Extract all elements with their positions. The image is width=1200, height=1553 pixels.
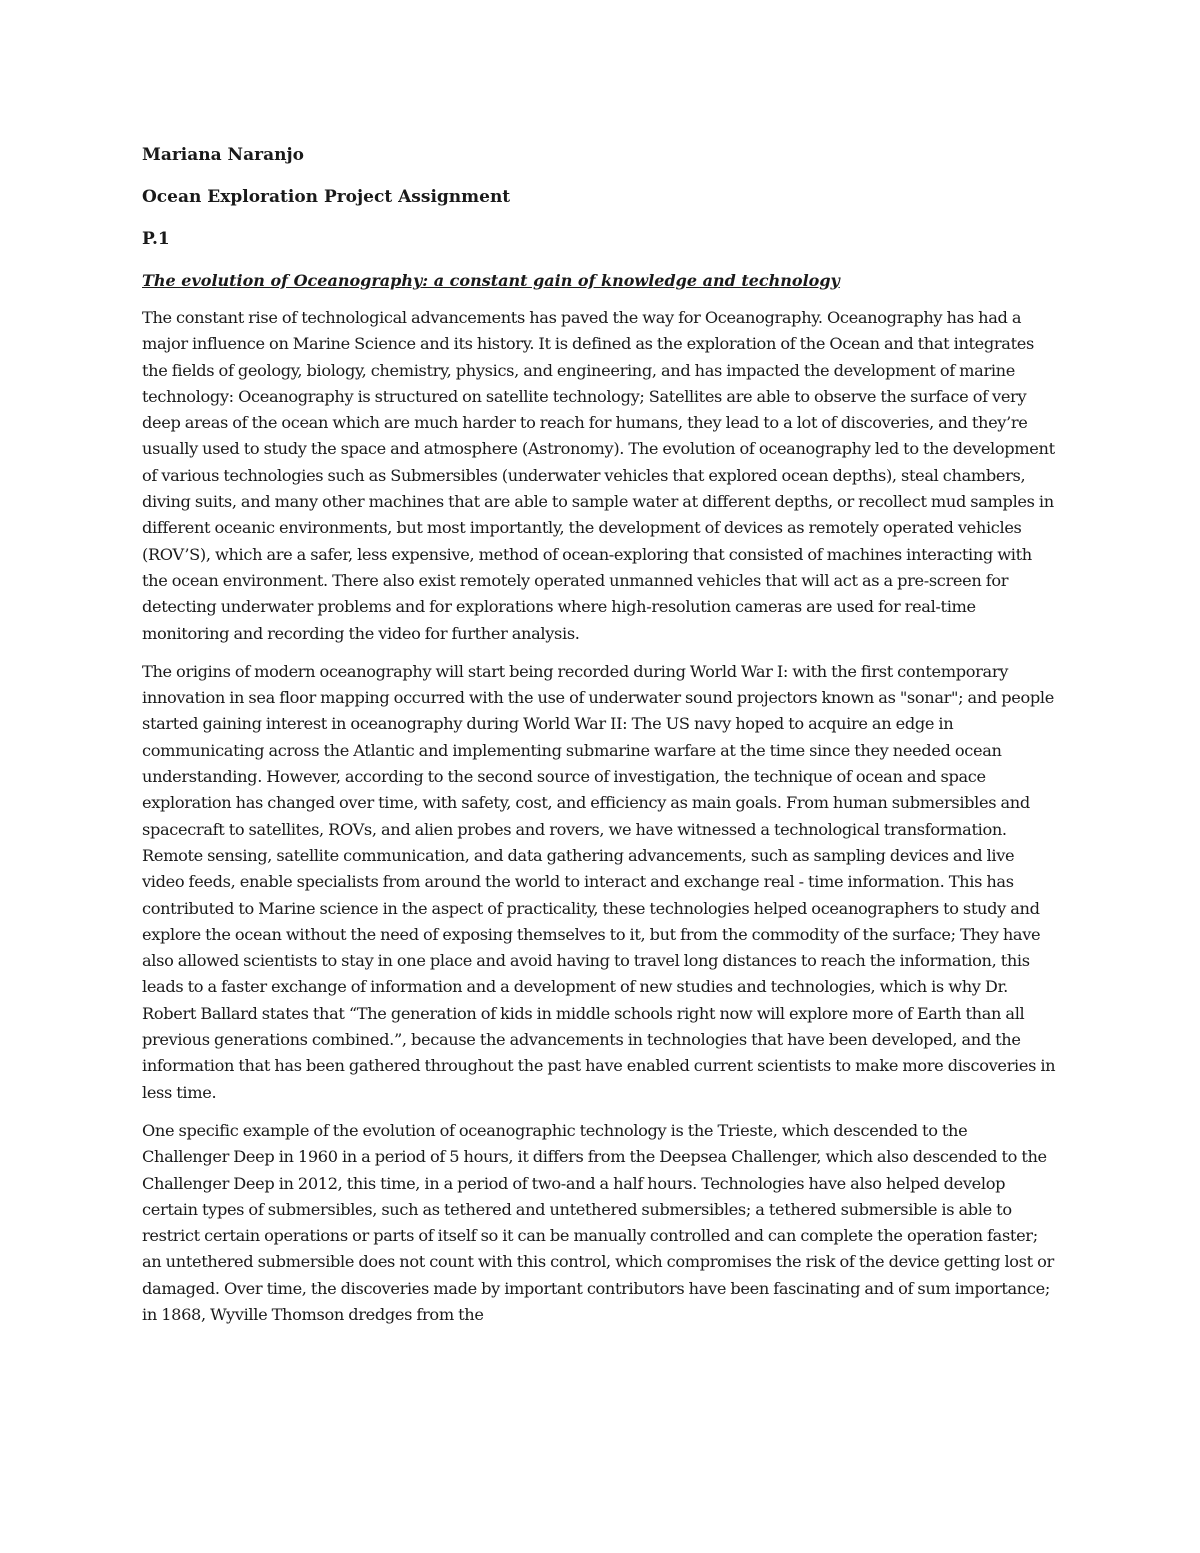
section-title: The evolution of Oceanography: a constant gain of knowledge and technology	[142, 271, 840, 290]
paragraph-3: One specific example of the evolution of oceanographic technology is the Trieste, which descended to the Challenger Deep in 1960 in a period of 5 hours, it differs from the Deepsea Challenger, which also descended to the Challenger Deep in 2012, this time, in a period of two-and a half hours. Technologies have also helped develop certain types of submersibles, such as tethered and untethered submersibles; a tethered submersible is able to restrict certain operations or parts of itself so it can be manually controlled and can complete the operation faster; an untethered submersible does not count with this control, which compromises the risk of the device getting lost or damaged. Over time, the discoveries made by important contributors have been fascinating and of sum importance; in 1868, Wyville Thomson dredges from the	[142, 1120, 1054, 1324]
author-name: Mariana Naranjo	[142, 145, 304, 165]
paragraph-1: The constant rise of technological advancements has paved the way for Oceanography. Oceanography has had a major influence on Marine Science and its history. It is defined as the exploration of the Ocean and that integrates the fields of geology, biology, chemistry, physics, and engineering, and has impacted the development of marine technology: Oceanography is structured on satellite technology; Satellites are able to observe the surface of very deep areas of the ocean which are much harder to reach for humans, they lead to a lot of discoveries, and they’re usually used to study the space and atmosphere (Astronomy). The evolution of oceanography led to the development of various technologies such as Submersibles (underwater vehicles that explored ocean depths), steal chambers, diving suits, and many other machines that are able to sample water at different depths, or recollect mud samples in different oceanic environments, but most importantly, the development of devices as remotely operated vehicles (ROV’S), which are a safer, less expensive, method of ocean-exploring that consisted of machines interacting with the ocean environment. There also exist remotely operated unmanned vehicles that will act as a pre-screen for detecting underwater problems and for explorations where high-resolution cameras are used for real-time monitoring and recording the video for further analysis.	[142, 308, 1055, 643]
assignment-title: Ocean Exploration Project Assignment	[142, 187, 511, 207]
document-body	[142, 142, 1058, 1328]
page-label: P.1	[142, 229, 170, 249]
paragraph-2: The origins of modern oceanography will start being recorded during World War I: with the first contemporary innovation in sea floor mapping occurred with the use of underwater sound projectors known as "sonar"; and people started gaining interest in oceanography during World War II: The US navy hoped to acquire an edge in communicating across the Atlantic and implementing submarine warfare at the time since they needed ocean understanding. However, according to the second source of investigation, the technique of ocean and space exploration has changed over time, with safety, cost, and efficiency as main goals. From human submersibles and spacecraft to satellites, ROVs, and alien probes and rovers, we have witnessed a technological transformation. Remote sensing, satellite communication, and data gathering advancements, such as sampling devices and live video feeds, enable specialists from around the world to interact and exchange real - time information. This has contributed to Marine science in the aspect of practicality, these technologies helped oceanographers to study and explore the ocean without the need of exposing themselves to it, but from the commodity of the surface; They have also allowed scientists to stay in one place and avoid having to travel long distances to reach the information, this leads to a faster exchange of information and a development of new studies and technologies, which is why Dr. Robert Ballard states that “The generation of kids in middle schools right now will explore more of Earth than all previous generations combined.”, because the advancements in technologies that have been developed, and the information that has been gathered throughout the past have enabled current scientists to make more discoveries in less time.	[142, 661, 1056, 1102]
